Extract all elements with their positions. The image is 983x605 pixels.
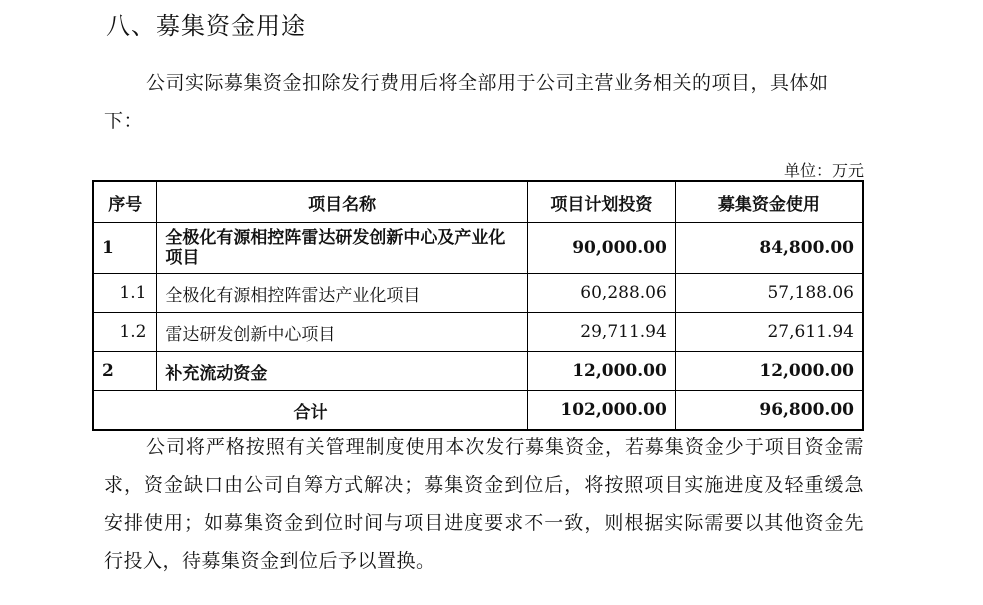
header-project-name: 项目名称 <box>157 181 528 223</box>
table-row <box>93 223 863 274</box>
row-project-name: 补充流动资金 <box>157 352 528 391</box>
table-row <box>93 352 863 391</box>
intro-paragraph: 公司实际募集资金扣除发行费用后将全部用于公司主营业务相关的项目，具体如下： <box>104 72 829 132</box>
row-planned-investment: 60,288.06 <box>527 274 675 313</box>
table-total-row <box>93 391 863 431</box>
row-project-name: 雷达研发创新中心项目 <box>157 313 528 352</box>
section-heading: 八、募集资金用途 <box>106 12 306 40</box>
row-planned-investment: 29,711.94 <box>527 313 675 352</box>
unit-label: 单位：万元 <box>783 161 864 180</box>
total-label: 合计 <box>93 391 527 431</box>
row-project-name: 全极化有源相控阵雷达产业化项目 <box>157 274 528 313</box>
row-fund-use: 27,611.94 <box>675 313 863 352</box>
header-no: 序号 <box>93 181 157 223</box>
row-project-name: 全极化有源相控阵雷达研发创新中心及产业化项目 <box>157 223 528 274</box>
header-fund-use: 募集资金使用 <box>675 181 863 223</box>
row-planned-investment: 12,000.00 <box>527 352 675 391</box>
total-planned-investment: 102,000.00 <box>527 391 675 431</box>
table-row <box>93 274 863 313</box>
table-header-row <box>93 181 863 223</box>
total-fund-use: 96,800.00 <box>675 391 863 431</box>
table-row <box>93 313 863 352</box>
row-fund-use: 84,800.00 <box>675 223 863 274</box>
header-planned-investment: 项目计划投资 <box>527 181 675 223</box>
row-planned-investment: 90,000.00 <box>527 223 675 274</box>
closing-paragraph: 公司将严格按照有关管理制度使用本次发行募集资金，若募集资金少于项目资金需求，资金缺口由公司自筹方式解决；募集资金到位后，将按照项目实施进度及轻重缓急安排使用；如募集资金到位时间与项目进度要求不一致，则根据实际需要以其他资金先行投入，待募集资金到位后予以置换。 <box>104 436 864 572</box>
row-fund-use: 12,000.00 <box>675 352 863 391</box>
fund-use-table <box>92 180 864 431</box>
row-no: 1.2 <box>93 313 157 352</box>
row-no: 1.1 <box>93 274 157 313</box>
row-fund-use: 57,188.06 <box>675 274 863 313</box>
row-no: 1 <box>93 223 157 274</box>
row-no: 2 <box>93 352 157 391</box>
